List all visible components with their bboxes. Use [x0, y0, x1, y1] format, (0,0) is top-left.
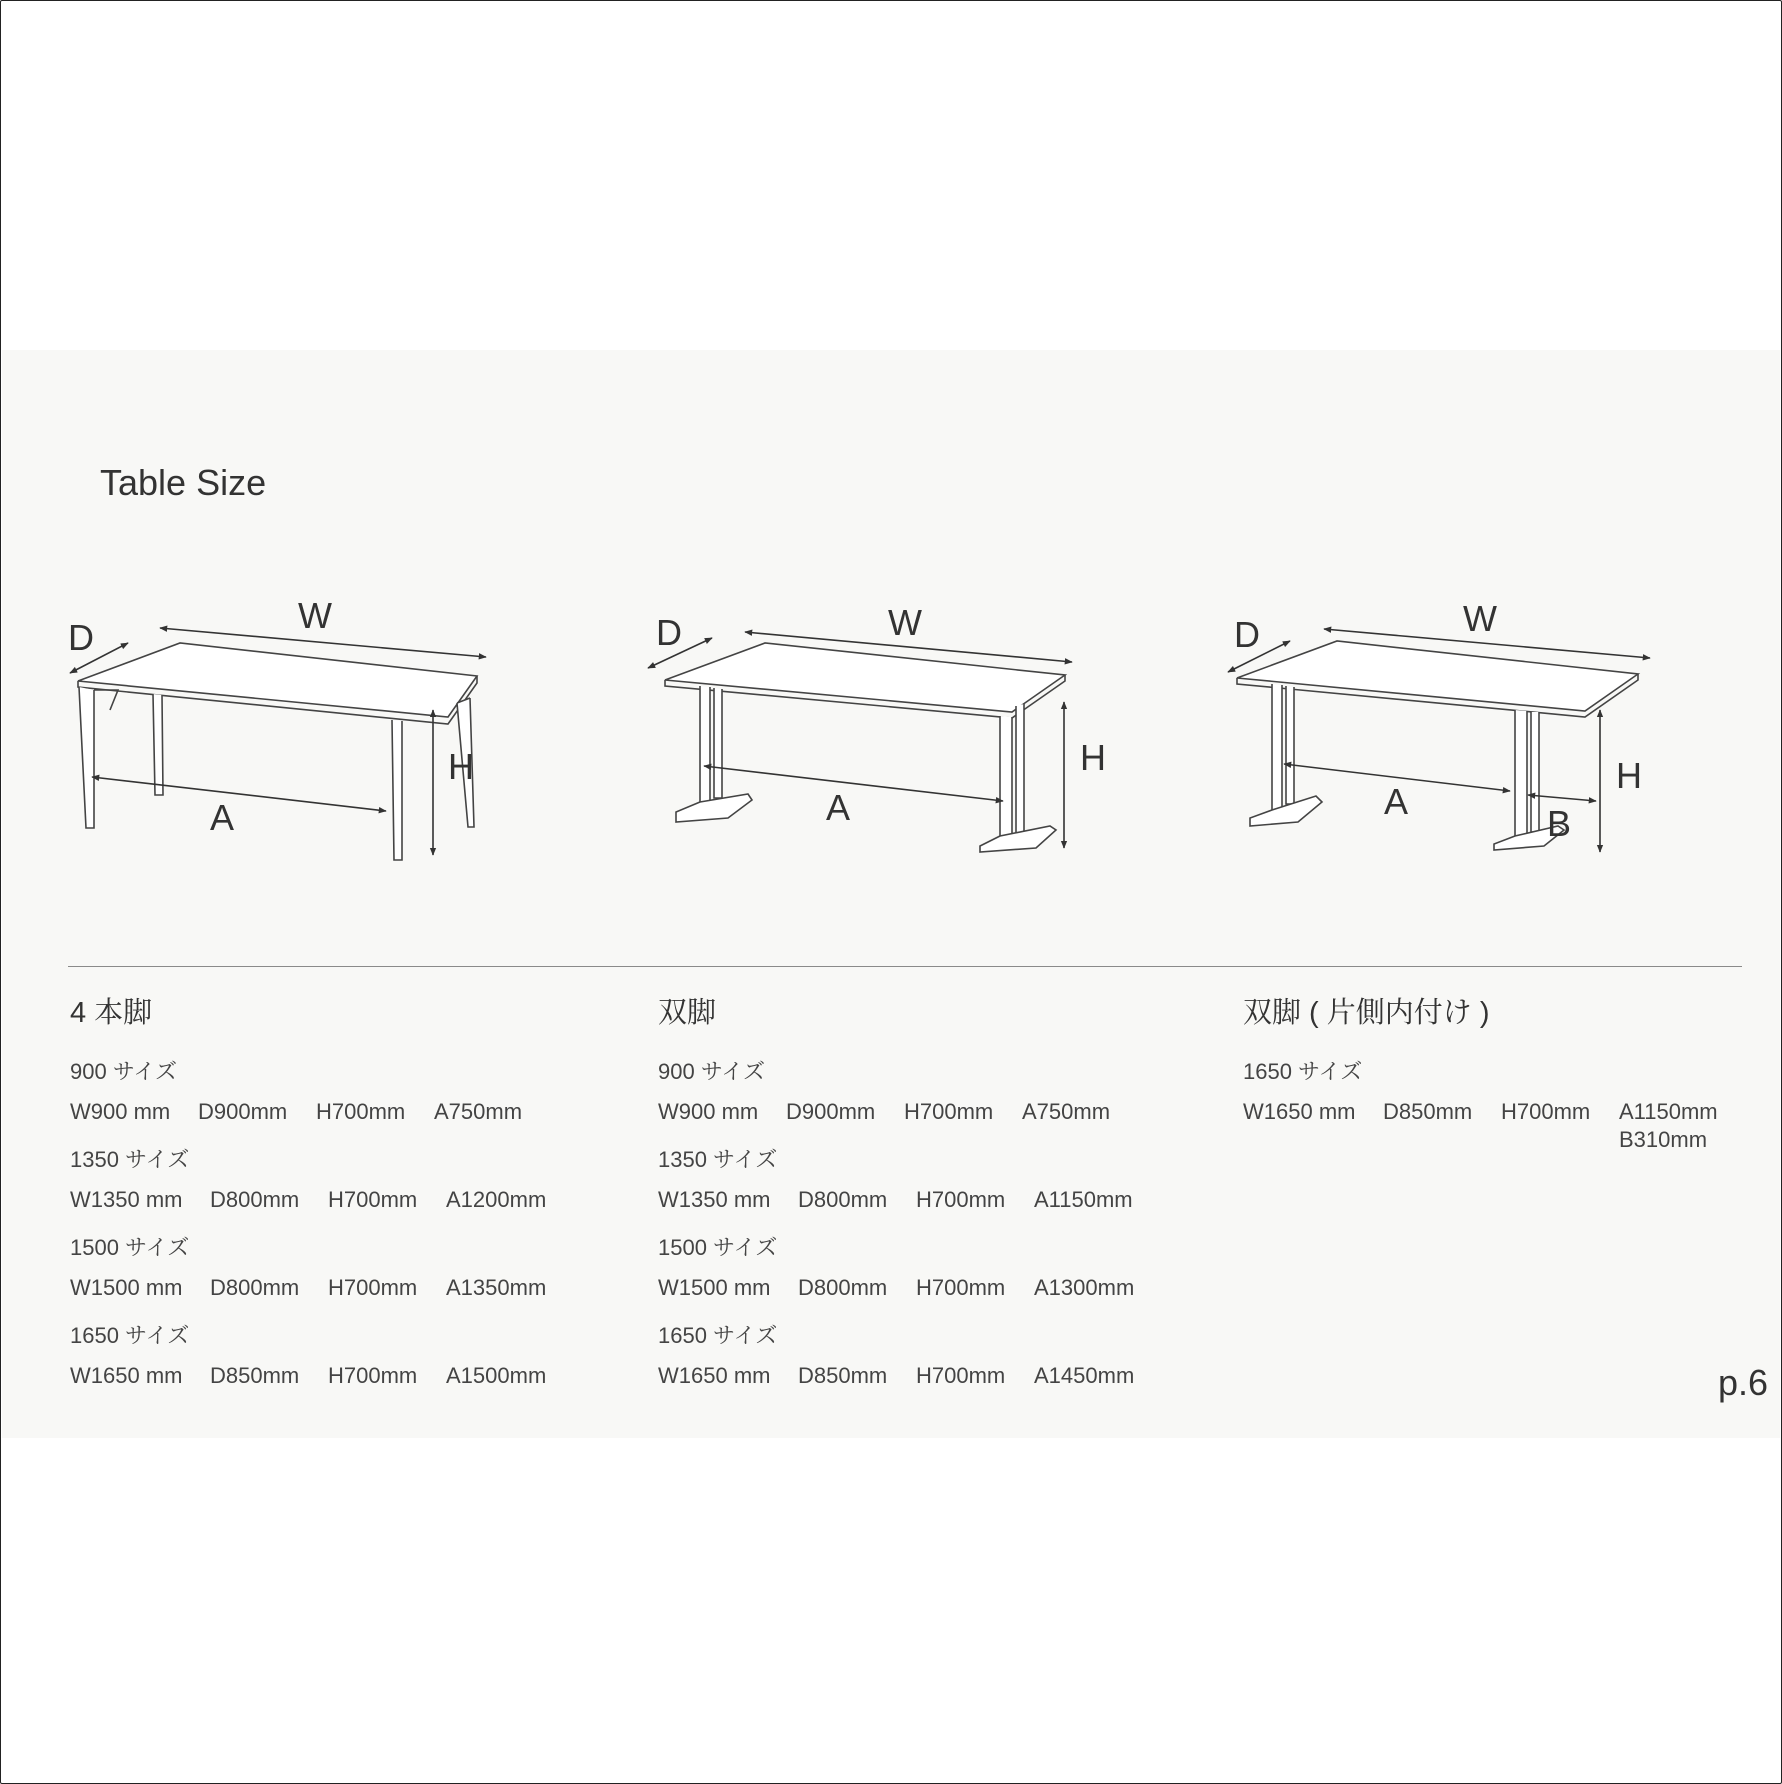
- size-label: 1350 サイズ: [658, 1147, 778, 1172]
- column-title: 双脚: [658, 997, 717, 1029]
- size-label: 1350 サイズ: [70, 1147, 190, 1172]
- size-label: 1500 サイズ: [658, 1235, 778, 1260]
- size-block: [1243, 1057, 1718, 1127]
- spec-d: D900mm: [786, 1099, 876, 1124]
- spec-a: A1500mm: [446, 1363, 547, 1388]
- four-leg-table-diagram: [70, 628, 486, 860]
- twin-leg-inset-table-diagram: [1228, 629, 1650, 852]
- spec-column-four-legs: [70, 990, 546, 1409]
- fig2-label-d: D: [656, 612, 682, 653]
- spec-a: A1350mm: [446, 1275, 547, 1300]
- fig2-label-a: A: [826, 787, 851, 828]
- spec-d: D800mm: [210, 1187, 300, 1212]
- size-block: [658, 1321, 1134, 1391]
- spec-h: H700mm: [916, 1187, 1006, 1212]
- size-label: 1650 サイズ: [1243, 1059, 1363, 1084]
- spec-h: H700mm: [916, 1275, 1006, 1300]
- section-title: Table Size: [100, 462, 267, 503]
- spec-a: A1200mm: [446, 1187, 547, 1212]
- fig3-label-w: W: [1463, 598, 1497, 639]
- spec-w: W1650 mm: [70, 1363, 183, 1388]
- page-number: p.6: [1718, 1362, 1769, 1403]
- spec-h: H700mm: [328, 1275, 418, 1300]
- spec-a: A1150mm: [1034, 1187, 1133, 1212]
- spec-w: W900 mm: [658, 1099, 759, 1124]
- size-label: 1650 サイズ: [658, 1323, 778, 1348]
- spec-d: D800mm: [798, 1275, 888, 1300]
- section-divider: [68, 966, 1742, 967]
- spec-h: H700mm: [316, 1099, 406, 1124]
- fig1-label-w: W: [298, 595, 332, 636]
- spec-w: W1350 mm: [658, 1187, 771, 1212]
- spec-a: A1450mm: [1034, 1363, 1135, 1388]
- size-block: [70, 1145, 546, 1215]
- spec-w: W900 mm: [70, 1099, 171, 1124]
- spec-row: [658, 1185, 1134, 1215]
- fig3-label-b: B: [1547, 803, 1572, 844]
- fig2-label-w: W: [888, 602, 922, 643]
- column-title: 双脚 ( 片側内付け ): [1243, 997, 1490, 1029]
- spec-column-twin-legs: [658, 990, 1134, 1409]
- spec-w: W1350 mm: [70, 1187, 183, 1212]
- spec-w: W1500 mm: [70, 1275, 183, 1300]
- spec-row: [70, 1273, 546, 1303]
- spec-h: H700mm: [1501, 1099, 1591, 1124]
- size-block: [658, 1145, 1134, 1215]
- spec-w: W1650 mm: [1243, 1099, 1356, 1124]
- size-block: [658, 1057, 1134, 1127]
- fig3-label-h: H: [1616, 755, 1642, 796]
- size-label: 900 サイズ: [658, 1059, 766, 1084]
- size-label: 1650 サイズ: [70, 1323, 190, 1348]
- fig3-label-d: D: [1234, 614, 1260, 655]
- size-label: 900 サイズ: [70, 1059, 178, 1084]
- spec-a: A1300mm: [1034, 1275, 1135, 1300]
- twin-leg-table-diagram: [648, 632, 1072, 852]
- spec-row: [70, 1361, 546, 1391]
- fig3-label-a: A: [1384, 781, 1409, 822]
- spec-w: W1500 mm: [658, 1275, 771, 1300]
- spec-h: H700mm: [328, 1187, 418, 1212]
- spec-row: [70, 1185, 546, 1215]
- spec-h: H700mm: [916, 1363, 1006, 1388]
- spec-row: [658, 1273, 1134, 1303]
- spec-a: A1150mm: [1619, 1099, 1718, 1124]
- spec-d: D850mm: [1383, 1099, 1473, 1124]
- spec-row: [1243, 1097, 1718, 1127]
- fig2-label-h: H: [1080, 737, 1106, 778]
- spec-d: D900mm: [198, 1099, 288, 1124]
- size-block: [70, 1233, 546, 1303]
- fig1-label-d: D: [68, 617, 94, 658]
- size-block: [70, 1321, 546, 1391]
- size-block: [658, 1233, 1134, 1303]
- column-title: 4 本脚: [70, 997, 153, 1029]
- spec-row: [70, 1097, 546, 1127]
- spec-d: D800mm: [210, 1275, 300, 1300]
- spec-column-twin-legs-inset: [1243, 990, 1718, 1145]
- fig1-label-h: H: [448, 746, 474, 787]
- spec-a: A750mm: [1022, 1099, 1111, 1124]
- spec-row: [658, 1361, 1134, 1391]
- spec-w: W1650 mm: [658, 1363, 771, 1388]
- spec-d: D800mm: [798, 1187, 888, 1212]
- size-block: [70, 1057, 546, 1127]
- spec-h: H700mm: [904, 1099, 994, 1124]
- spec-b: B310mm: [1619, 1127, 1708, 1152]
- fig1-label-a: A: [210, 797, 235, 838]
- spec-row: [658, 1097, 1134, 1127]
- size-label: 1500 サイズ: [70, 1235, 190, 1260]
- spec-h: H700mm: [328, 1363, 418, 1388]
- spec-a: A750mm: [434, 1099, 523, 1124]
- spec-d: D850mm: [210, 1363, 300, 1388]
- spec-d: D850mm: [798, 1363, 888, 1388]
